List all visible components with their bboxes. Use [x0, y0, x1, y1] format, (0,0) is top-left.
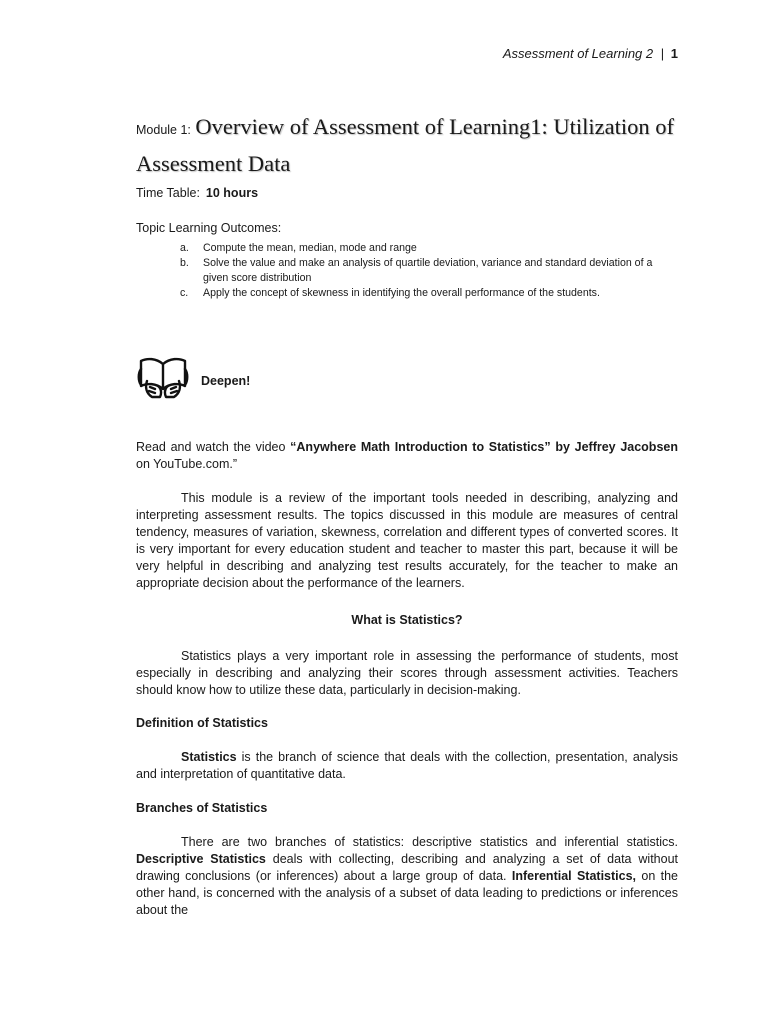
- list-item: [180, 286, 680, 301]
- list-item-letter: c.: [180, 287, 189, 299]
- branches-intro: There are two branches of statistics: descriptive statistics and inferential statistics.: [181, 835, 678, 849]
- branches-paragraph: [136, 834, 678, 919]
- intro-paragraph: This module is a review of the important tools needed in describing, analyzing and interpreting assessment results. The topics discussed in this module are measures of central tendency, measures of variation, skewness, correlation and different types of converted scores. It is very important for every education student and teacher to master this part, because it will be very helpful in describing and analyzing test results accurately, for the teacher to make an appropriate decision about the performance of the learners.: [136, 491, 678, 590]
- read-watch-post: on YouTube.com.”: [136, 457, 237, 471]
- definition-text: is the branch of science that deals with the collection, presentation, analysis and interpretation of quantitative data.: [136, 750, 678, 781]
- inferential-text: on the other hand, is concerned with the analysis of a subset of data leading to predictions or inferences about the: [136, 869, 679, 917]
- list-item: [180, 241, 680, 256]
- list-item-text: Solve the value and make an analysis of quartile deviation, variance and standard deviation of a given score distribution: [203, 257, 653, 284]
- read-watch-pre: Read and watch the video: [136, 440, 291, 454]
- module-title-block: [136, 110, 684, 184]
- time-table-value: 10 hours: [205, 186, 259, 200]
- header-separator: |: [660, 46, 665, 61]
- list-item: [180, 256, 680, 286]
- what-is-statistics-paragraph: Statistics plays a very important role in assessing the performance of students, most especially in describing and analyzing their scores through assessment activities. Teachers should know how to utilize these data, particularly in decision-making.: [136, 649, 678, 697]
- page-number: 1: [670, 46, 678, 61]
- time-table-label: Time Table:: [136, 186, 200, 200]
- video-title: “Anywhere Math Introduction to Statistics” by Jeffrey Jacobsen: [290, 440, 678, 454]
- descriptive-term: Descriptive Statistics: [136, 852, 266, 866]
- list-item-letter: b.: [180, 257, 189, 269]
- outcomes-heading: Topic Learning Outcomes:: [136, 221, 282, 235]
- list-item-text: Apply the concept of skewness in identifying the overall performance of the students.: [203, 287, 600, 299]
- reading-book-icon: [136, 355, 190, 401]
- definition-heading: Definition of Statistics: [136, 716, 268, 730]
- definition-term: Statistics: [181, 750, 237, 764]
- list-item-text: Compute the mean, median, mode and range: [203, 242, 417, 254]
- inferential-term: Inferential Statistics,: [511, 869, 637, 883]
- running-title: Assessment of Learning 2: [502, 46, 654, 61]
- running-header: [503, 46, 678, 61]
- read-watch-paragraph: [136, 439, 678, 473]
- branches-heading: Branches of Statistics: [136, 801, 268, 815]
- deepen-label: Deepen!: [201, 374, 251, 388]
- what-is-statistics-heading: What is Statistics?: [351, 613, 463, 627]
- definition-paragraph: [136, 749, 678, 783]
- module-label: Module 1:: [136, 123, 191, 137]
- descriptive-text: deals with collecting, describing and analyzing a set of data without drawing conclusions (or inferences) about a large group of data.: [136, 852, 679, 883]
- list-item-letter: a.: [180, 242, 189, 254]
- outcomes-list: [180, 241, 680, 301]
- time-table: [136, 186, 258, 200]
- module-title: Overview of Assessment of Learning1: Utilization of Assessment Data: [136, 114, 675, 176]
